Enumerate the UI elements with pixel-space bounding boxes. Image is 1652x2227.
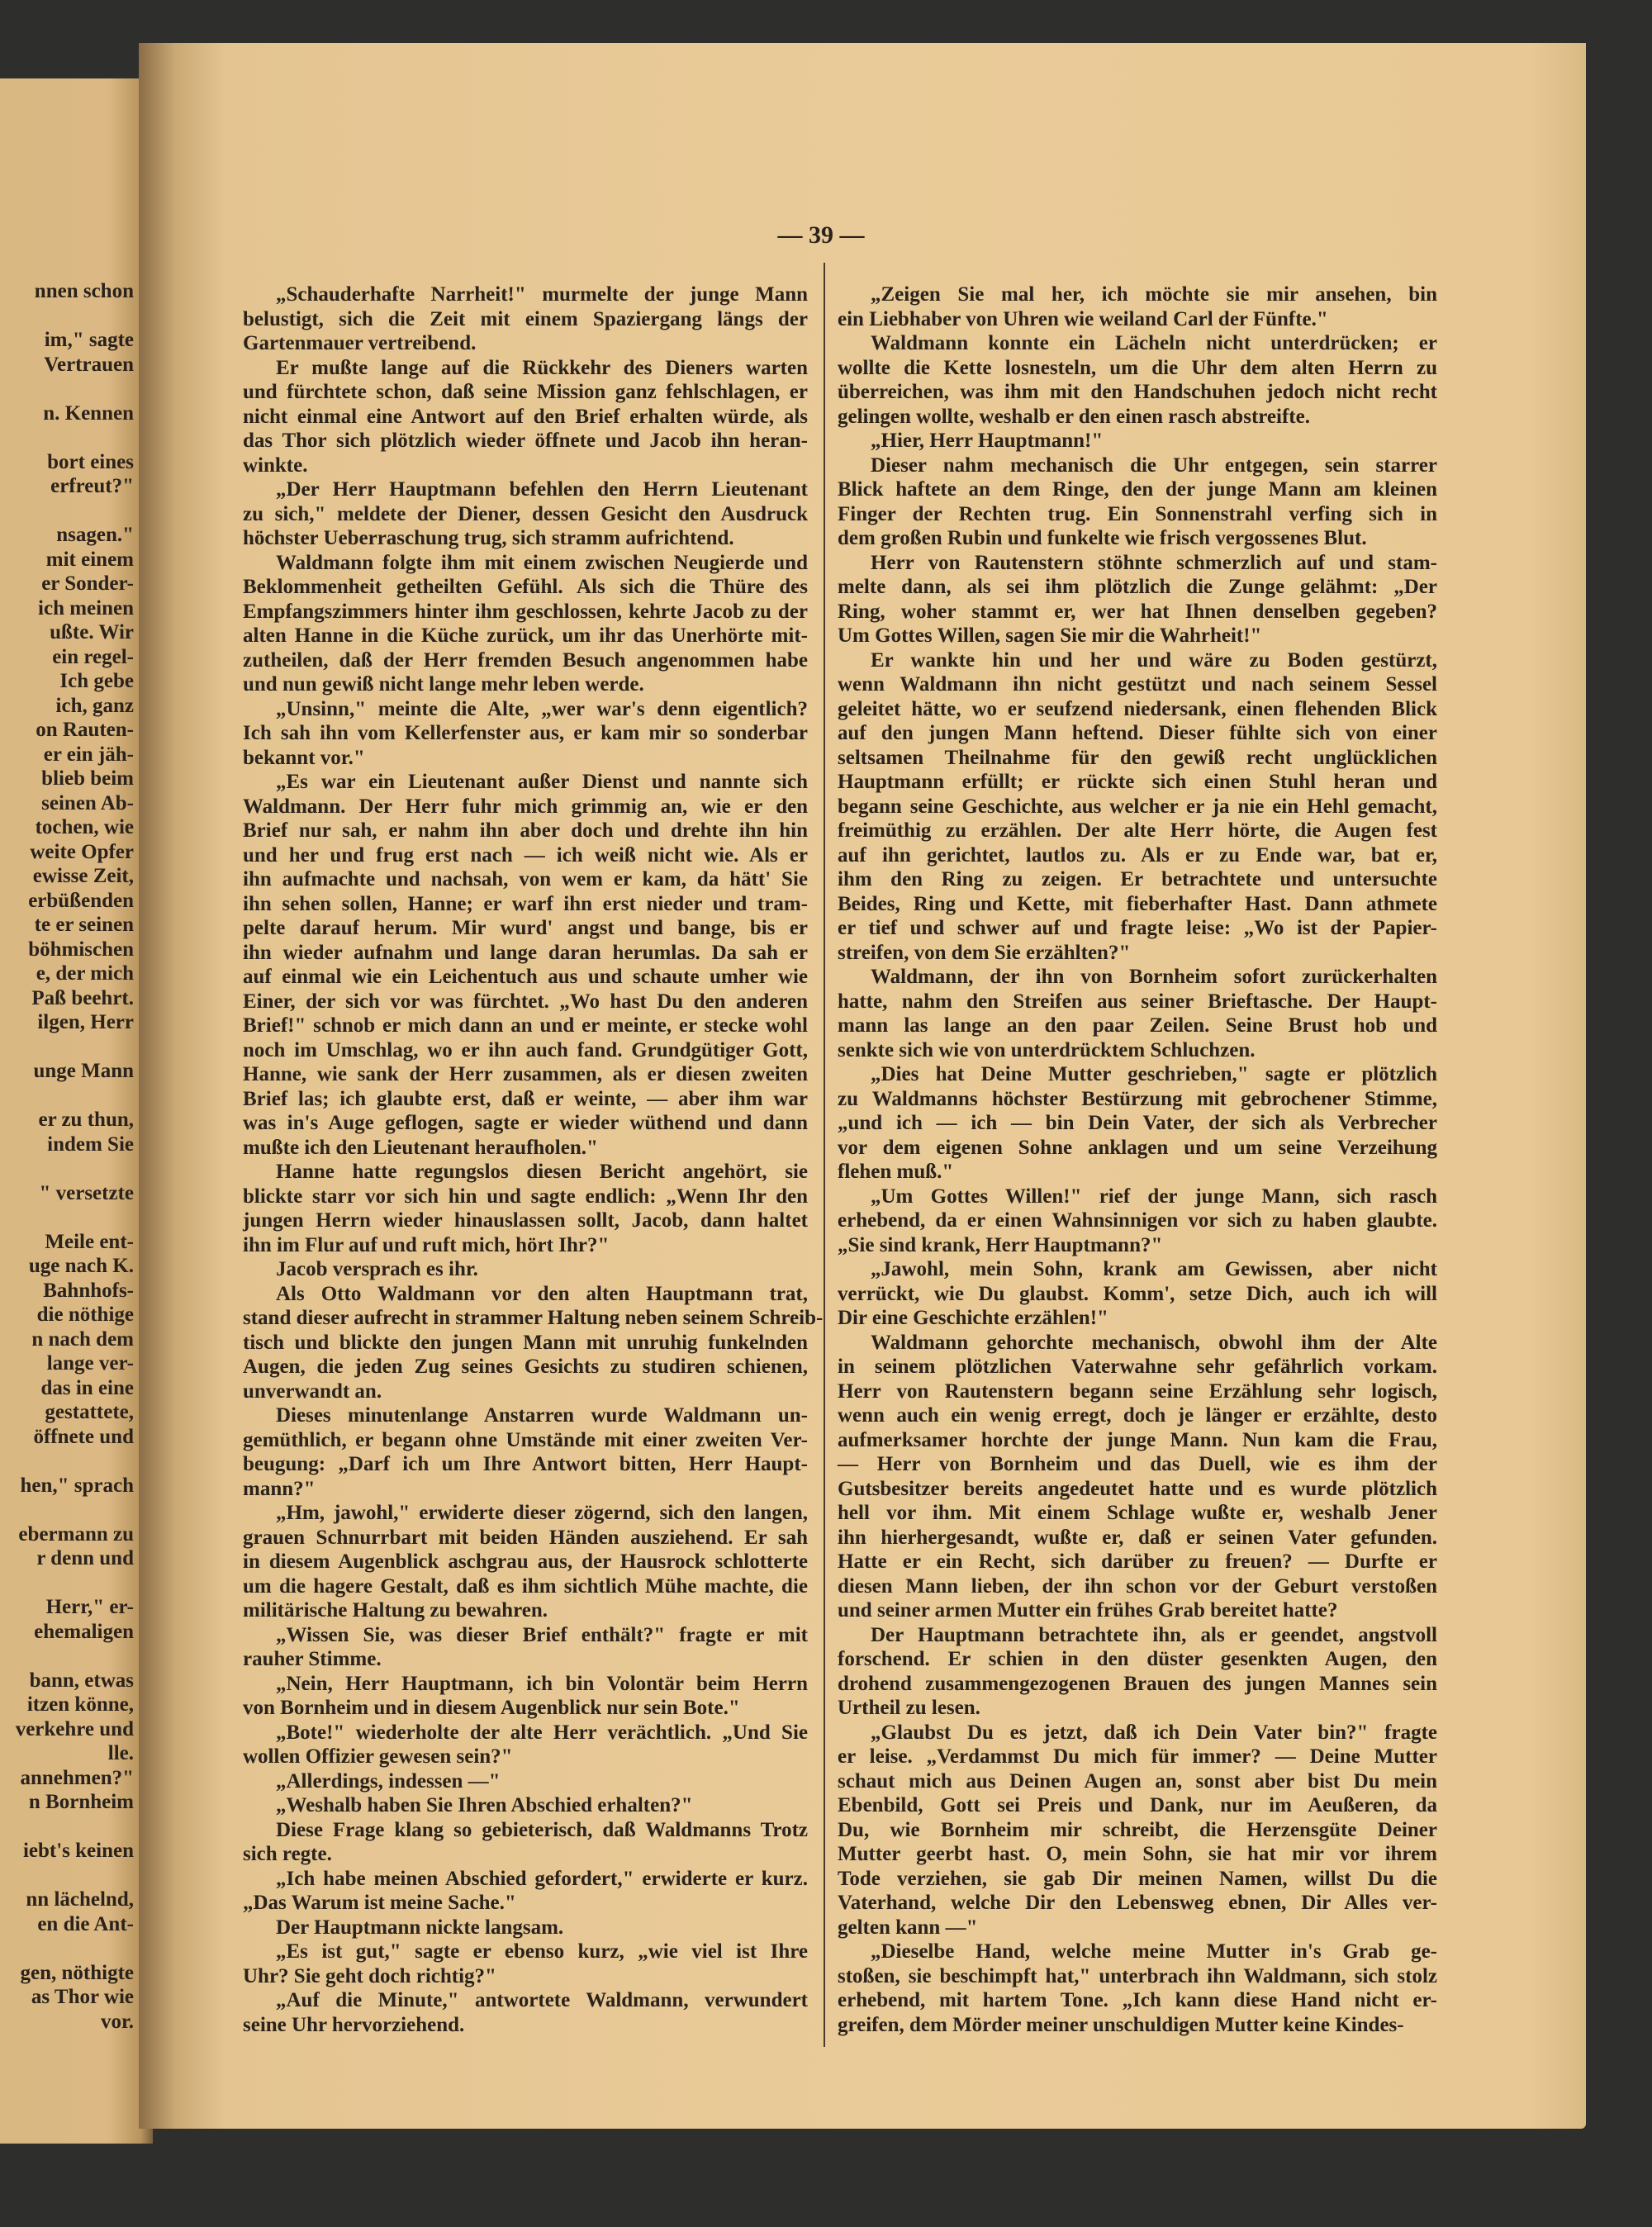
text-line: er tief und schwer auf und fragte leise: „Wo ist der Papier- xyxy=(838,917,1437,939)
fragment-line: annehmen?" xyxy=(20,1766,134,1789)
text-line: — Herr von Bornheim und das Duell, wie es ihm der xyxy=(838,1453,1437,1475)
text-line: „Unsinn," meinte die Alte, „wer war's denn eigentlich? xyxy=(276,697,808,720)
text-line: „Glaubst Du es jetzt, daß ich Dein Vater bin?" fragte xyxy=(871,1721,1437,1744)
fragment-line: erfreut?" xyxy=(50,475,134,497)
text-line: beugung: „Darf ich um Ihre Antwort bitten, Herr Haupt- xyxy=(243,1453,808,1475)
text-line: Gutsbesitzer bereits angedeutet hatte und es wurde plötzlich xyxy=(838,1477,1437,1500)
fragment-line: mit einem xyxy=(45,548,134,571)
fragment-line: die nöthige xyxy=(36,1303,134,1326)
text-line: Brief nur sah, er nahm ihn aber doch und drehte ihn hin xyxy=(243,819,808,842)
text-line: mann?" xyxy=(243,1477,316,1500)
text-line: seine Uhr hervorziehend. xyxy=(243,2013,465,2036)
paragraph xyxy=(838,429,1437,453)
text-line: gemüthlich, er begann ohne Umstände mit einer zweiten Ver- xyxy=(243,1428,808,1451)
text-line: geleitet hätte, wo er seufzend niedersank, einen flehenden Blick xyxy=(838,697,1437,720)
text-line: was in's Auge geflogen, sagte er wieder wüthend und dann xyxy=(243,1112,808,1134)
text-line: militärische Haltung zu bewahren. xyxy=(243,1599,548,1622)
text-line: ihn wieder aufnahm und lange daran herumlas. Da sah er xyxy=(243,941,808,964)
text-line: „Hier, Herr Hauptmann!" xyxy=(871,430,1104,452)
text-line: „Es war ein Lieutenant außer Dienst und nannte sich xyxy=(276,771,808,793)
text-line: und fürchtete schon, daß seine Mission ganz fehlschlagen, er xyxy=(243,381,808,403)
text-line: „Nein, Herr Hauptmann, ich bin Volontär beim Herrn xyxy=(276,1672,808,1695)
text-line: mann las lange an den paar Zeilen. Seine Brust hob und xyxy=(838,1014,1437,1037)
text-line: rauher Stimme. xyxy=(243,1648,382,1670)
text-line: melte dann, als sei ihm plötzlich die Zunge gelähmt: „Der xyxy=(838,576,1437,598)
text-line: Waldmann gehorchte mechanisch, obwohl ihm der Alte xyxy=(871,1331,1437,1354)
paragraph xyxy=(243,283,808,356)
text-line: ihn im Flur auf und ruft mich, hört Ihr?" xyxy=(243,1233,610,1256)
fragment-line: seinen Ab- xyxy=(41,791,134,814)
text-line: Ich sah ihn vom Kellerfenster aus, er kam mir so sonderbar xyxy=(243,722,808,744)
paragraph xyxy=(838,283,1437,331)
fragment-line: itzen könne, xyxy=(26,1693,134,1716)
text-line: dem großen Rubin und funkelte wie frisch vergossenes Blut. xyxy=(838,527,1367,549)
text-line: senkte sich wie von unterdrücktem Schluchzen. xyxy=(838,1038,1256,1061)
fragment-line: ehemaligen xyxy=(34,1620,134,1643)
text-line: grauen Schnurrbart mit beiden Händen ausziehend. Er sah xyxy=(243,1526,808,1549)
paragraph xyxy=(243,1403,808,1501)
text-line: zu Waldmanns höchster Bestürzung mit gebrochener Stimme, xyxy=(838,1087,1437,1110)
text-line: auf den jungen Mann heftend. Dieser fühlte sich von einer xyxy=(838,722,1437,744)
text-line: flehen muß." xyxy=(838,1161,954,1183)
fragment-line: nnen schon xyxy=(34,280,134,302)
text-line: noch im Umschlag, wo er ihn auch fand. Grundgütiger Gott, xyxy=(243,1038,808,1061)
fragment-line: iebt's keinen xyxy=(22,1840,134,1862)
text-line: „und ich — ich — bin Dein Vater, der sich als Verbrecher xyxy=(838,1112,1437,1134)
fragment-line: " versetzte xyxy=(39,1181,134,1204)
fragment-line: e, der mich xyxy=(36,962,134,985)
text-line: Herr von Rautenstern begann seine Erzählung sehr logisch, xyxy=(838,1379,1437,1403)
paragraph xyxy=(243,1940,808,1988)
text-line: Mutter geerbt hast. O, mein Sohn, sie hat mir vor ihrem xyxy=(838,1843,1437,1865)
paragraph xyxy=(243,1916,808,1940)
text-line: auf ihn gerichtet, lautlos zu. Als er zu Ende war, bat er, xyxy=(838,843,1437,867)
text-line: von Bornheim und in diesem Augenblick nur sein Bote." xyxy=(243,1697,740,1719)
text-line: ihn sehen sollen, Hanne; er warf ihn erst nieder und tram- xyxy=(243,892,808,915)
text-line: „Ich habe meinen Abschied gefordert," erwiderte er kurz. xyxy=(276,1867,808,1890)
text-line: auf einmal wie ein Leichentuch aus und schaute umher wie xyxy=(243,966,808,988)
fragment-line: te er seinen xyxy=(34,914,134,936)
fragment-line: ebermann zu xyxy=(18,1522,134,1546)
text-line: „Weshalb haben Sie Ihren Abschied erhalten?" xyxy=(276,1794,693,1816)
text-line: „Zeigen Sie mal her, ich möchte sie mir ansehen, bin xyxy=(871,283,1437,306)
fragment-line: on Rauten- xyxy=(36,719,134,741)
text-line: pelte darauf herum. Mir wurd' angst und bange, bis er xyxy=(243,917,808,939)
text-line: Einer, der sich vor was fürchtet. „Wo hast Du den anderen xyxy=(243,990,808,1013)
fragment-line: n Bornheim xyxy=(28,1791,134,1813)
text-line: winkte. xyxy=(243,453,308,477)
text-line: ihm den Ring zu zeigen. Er betrachtete und untersuchte xyxy=(838,868,1437,890)
text-line: „Dieselbe Hand, welche meine Mutter in's Grab ge- xyxy=(871,1940,1437,1963)
left-text-column xyxy=(243,283,824,2037)
text-line: Waldmann, der ihn von Bornheim sofort zurückerhalten xyxy=(871,966,1437,988)
fragment-line: Paß beehrt. xyxy=(31,986,134,1009)
text-line: Hanne hatte regungslos diesen Bericht angehört, sie xyxy=(276,1161,808,1183)
text-line: und seiner armen Mutter ein frühes Grab bereitet hatte? xyxy=(838,1599,1338,1622)
fragment-line: lle. xyxy=(107,1742,134,1764)
text-line: aufmerksamer horchte der junge Mann. Nun kam die Frau, xyxy=(838,1428,1437,1451)
paragraph xyxy=(838,648,1437,966)
fragment-line: ich meinen xyxy=(38,596,134,620)
paragraph xyxy=(838,1185,1437,1258)
text-line: hatte, nahm den Streifen aus seiner Brieftasche. Der Haupt- xyxy=(838,990,1437,1013)
text-line: ihn aufmachte und nachsah, von wem er kam, da hätt' Sie xyxy=(243,868,808,890)
fragment-line: unge Mann xyxy=(33,1060,134,1082)
text-line: in diesem Augenblick aschgrau aus, der Hausrock schlotterte xyxy=(243,1550,808,1573)
text-line: „Es ist gut," sagte er ebenso kurz, „wie viel ist Ihre xyxy=(276,1940,808,1963)
text-line: „Das Warum ist meine Sache." xyxy=(243,1892,516,1914)
text-line: „Hm, jawohl," erwiderte dieser zögernd, sich den langen, xyxy=(276,1502,808,1524)
fragment-line: ich, ganz xyxy=(55,694,134,717)
text-line: „Auf die Minute," antwortete Waldmann, verwundert xyxy=(276,1989,808,2011)
text-line: Dieses minutenlange Anstarren wurde Waldmann un- xyxy=(276,1404,808,1427)
text-line: Waldmann konnte ein Lächeln nicht unterdrücken; er xyxy=(871,332,1437,354)
text-line: Urtheil zu lesen. xyxy=(838,1697,980,1719)
text-line: Als Otto Waldmann vor den alten Hauptmann trat, xyxy=(276,1282,808,1305)
fragment-line: gestattete, xyxy=(45,1401,134,1423)
paragraph xyxy=(838,1331,1437,1623)
text-line: erhebend, da er einen Wahnsinnigen vor sich zu haben glaubte. xyxy=(838,1209,1437,1232)
paragraph xyxy=(243,1988,808,2037)
text-line: Ebenbild, Gott sei Preis und Dank, nur im Aeußeren, da xyxy=(838,1794,1437,1816)
text-line: „Um Gottes Willen!" rief der junge Mann, sich rasch xyxy=(871,1185,1437,1208)
text-line: Waldmann folgte ihm mit einem zwischen Neugierde und xyxy=(276,551,808,574)
paragraph xyxy=(838,453,1437,551)
text-line: zutheilen, daß der Herr fremden Besuch angenommen habe xyxy=(243,648,808,672)
paragraph xyxy=(243,770,808,1160)
text-line: Hatte er ein Recht, sich darüber zu freuen? — Durfte er xyxy=(838,1550,1437,1573)
fragment-line: n nach dem xyxy=(31,1327,134,1351)
paragraph xyxy=(243,477,808,551)
text-line: Hanne, wie sank der Herr zusammen, als er diesen zweiten xyxy=(243,1063,808,1085)
fragment-line: uge nach K. xyxy=(28,1255,134,1277)
text-line: Ring, woher stammt er, wer hat Ihnen denselben gegeben? xyxy=(838,600,1437,623)
paragraph xyxy=(838,1721,1437,1940)
text-line: verrückt, wie Du glaubst. Komm', setze Dich, auch ich will xyxy=(838,1282,1437,1305)
fragment-line: erbüßenden xyxy=(28,889,134,912)
text-line: bekannt vor." xyxy=(243,746,365,769)
text-line: Blick haftete an dem Ringe, den der junge Mann am kleinen xyxy=(838,478,1437,501)
fragment-line: Bahnhofs- xyxy=(43,1279,134,1302)
text-line: er leise. „Verdammst Du mich für immer? — Deine Mutter xyxy=(838,1745,1437,1768)
text-line: alten Hanne in die Küche zurück, um ihr das Unerhörte mit- xyxy=(243,624,808,647)
paragraph xyxy=(243,1623,808,1672)
fragment-line: indem Sie xyxy=(47,1132,134,1156)
text-line: forschend. Er schien in den düster gesenkten Augen, den xyxy=(838,1648,1437,1670)
text-line: diesen Mann lieben, der ihn schon vor der Geburt verstoßen xyxy=(838,1574,1437,1598)
paragraph xyxy=(243,356,808,478)
fragment-line: blieb beim xyxy=(41,767,134,790)
fragment-line: bann, etwas xyxy=(29,1669,134,1692)
text-line: hell vor ihm. Mit einem Schlage wußte er, weshalb Jener xyxy=(838,1502,1437,1524)
fragment-line: ewisse Zeit, xyxy=(32,865,134,887)
paragraph xyxy=(243,1257,808,1282)
fragment-line: tochen, wie xyxy=(35,816,134,838)
text-line: Tode verziehen, sie gab Dir meinen Namen, willst Du die xyxy=(838,1867,1437,1890)
paragraph xyxy=(243,1160,808,1257)
fragment-line: verkehre und xyxy=(15,1717,134,1740)
fragment-line: er zu thun, xyxy=(38,1109,134,1131)
text-line: höchster Ueberraschung trug, sich stramm aufrichtend. xyxy=(243,527,734,549)
text-line: mußte ich den Lieutenant heraufholen." xyxy=(243,1136,598,1159)
text-line: seltsamen Theilnahme für den gewiß recht unglücklichen xyxy=(838,746,1437,769)
right-text-column xyxy=(838,283,1437,2037)
text-line: freimüthig zu erzählen. Der alte Herr hörte, die Augen fest xyxy=(838,819,1437,842)
fragment-line: Ich gebe xyxy=(59,670,134,692)
paragraph xyxy=(243,1721,808,1769)
text-line: Dir eine Geschichte erzählen!" xyxy=(838,1307,1108,1329)
fragment-line: im," sagte xyxy=(44,329,134,351)
text-line: schaut mich aus Deinen Augen an, sonst aber bist Du mein xyxy=(838,1769,1437,1793)
paragraph xyxy=(243,1282,824,1404)
text-line: vor dem eigenen Sohne anklagen und um seine Verzeihung xyxy=(838,1136,1437,1159)
text-line: Finger der Rechten trug. Ein Sonnenstrahl verfing sich in xyxy=(838,502,1437,525)
text-line: „Sie sind krank, Herr Hauptmann?" xyxy=(838,1233,1163,1256)
paragraph xyxy=(243,1818,808,1867)
paragraph xyxy=(243,1769,808,1794)
text-line: Er wankte hin und her und wäre zu Boden gestürzt, xyxy=(871,648,1437,672)
column-divider xyxy=(824,263,825,2047)
fragment-line: vor. xyxy=(100,2010,134,2033)
paragraph xyxy=(838,1257,1437,1331)
fragment-line: Meile ent- xyxy=(45,1230,134,1253)
fragment-line: ilgen, Herr xyxy=(37,1011,134,1033)
text-line: um die hagere Gestalt, daß es ihm sichtlich Mühe machte, die xyxy=(243,1574,808,1598)
text-line: belustigt, sich die Zeit mit einem Spaziergang längs der xyxy=(243,307,808,330)
text-line: und nun gewiß nicht lange mehr leben werde. xyxy=(243,673,644,696)
fragment-line: er Sonder- xyxy=(41,572,134,595)
paragraph xyxy=(243,551,808,697)
text-line: „Allerdings, indessen —" xyxy=(276,1769,501,1793)
text-line: „Bote!" wiederholte der alte Herr verächtlich. „Und Sie xyxy=(276,1721,808,1744)
text-line: sich regte. xyxy=(243,1843,332,1865)
text-line: und her und frug erst nach — ich weiß nicht wie. Als er xyxy=(243,843,808,867)
paragraph xyxy=(243,1672,808,1721)
text-line: begann seine Geschichte, aus welcher er ja nie ein Hehl gemacht, xyxy=(838,795,1437,818)
paragraph xyxy=(243,1793,808,1818)
fragment-line: böhmischen xyxy=(28,938,134,961)
paragraph xyxy=(243,1501,808,1623)
fragment-line: hen," sprach xyxy=(20,1474,134,1497)
text-line: Beides, Ring und Kette, mit fieberhafter Hast. Dann athmete xyxy=(838,892,1437,915)
text-line: gelingen wollte, weshalb er den einen rasch abstreifte. xyxy=(838,405,1310,428)
text-line: jungen Herrn wieder hinauslassen sollt, Jacob, dann haltet xyxy=(243,1209,808,1232)
paragraph xyxy=(838,965,1437,1062)
text-line: Hauptmann erfüllt; er rückte sich einen Stuhl heran und xyxy=(838,771,1437,793)
fragment-line: lange ver- xyxy=(46,1352,134,1375)
text-line: Du, wie Bornheim mir schreibt, die Herzensgüte Deiner xyxy=(838,1818,1437,1841)
text-line: „Schauderhafte Narrheit!" murmelte der junge Mann xyxy=(276,283,808,306)
text-line: drohend zusammengezogenen Brauen des jungen Mannes sein xyxy=(838,1672,1437,1695)
text-line: erhebend, mit hartem Tone. „Ich kann diese Hand nicht er- xyxy=(838,1989,1437,2011)
text-line: tisch und blickte den jungen Mann mit unruhig funkelnden xyxy=(243,1331,808,1354)
text-line: Herr von Rautenstern stöhnte schmerzlich auf und stam- xyxy=(871,551,1437,574)
text-line: wollen Offizier gewesen sein?" xyxy=(243,1745,513,1768)
fragment-line: nsagen." xyxy=(56,524,134,546)
fragment-line: n. Kennen xyxy=(43,401,134,425)
paragraph xyxy=(838,1623,1437,1721)
page-number: — 39 — xyxy=(777,221,865,249)
paragraph xyxy=(838,1940,1437,2037)
fragment-line: ein regel- xyxy=(52,645,134,668)
text-line: Beklommenheit getheilten Gefühl. Als sich die Thüre des xyxy=(243,576,808,598)
text-line: ihn hierhergesandt, wußte er, daß er seinen Vater gefunden. xyxy=(838,1526,1437,1549)
text-line: unverwandt an. xyxy=(243,1379,382,1403)
text-line: „Wissen Sie, was dieser Brief enthält?" fragte er mit xyxy=(276,1623,808,1646)
fragment-line: as Thor wie xyxy=(31,1986,134,2008)
fragment-line: er ein jäh- xyxy=(43,743,134,766)
text-line: überreichen, was ihm mit den Handschuhen jedoch nicht recht xyxy=(838,381,1437,403)
text-line: „Dies hat Deine Mutter geschrieben," sagte er plötzlich xyxy=(871,1063,1437,1085)
text-line: Vaterhand, welche Dir den Lebensweg ebnen, Dir Alles ver- xyxy=(838,1892,1437,1914)
fragment-line: nn lächelnd, xyxy=(26,1888,134,1911)
fragment-line: Herr," er- xyxy=(45,1596,134,1618)
text-line: Der Hauptmann nickte langsam. xyxy=(276,1916,564,1939)
text-line: Augen, die jeden Zug seines Gesichts zu studiren schienen, xyxy=(243,1356,808,1378)
text-line: „Jawohl, mein Sohn, krank am Gewissen, aber nicht xyxy=(871,1258,1437,1280)
text-line: das Thor sich plötzlich wieder öffnete und Jacob ihn heran- xyxy=(243,430,808,452)
fragment-line: ußte. Wir xyxy=(50,621,134,643)
text-line: Brief!" schnob er mich dann an und er meinte, er stecke wohl xyxy=(243,1014,808,1037)
text-line: zu sich," meldete der Diener, dessen Gesicht den Ausdruck xyxy=(243,502,808,525)
fragment-line: das in eine xyxy=(40,1376,134,1399)
text-line: ein Liebhaber von Uhren wie weiland Carl der Fünfte." xyxy=(838,307,1328,330)
fragment-line: en die Ant- xyxy=(37,1912,134,1935)
text-line: Waldmann. Der Herr fuhr mich grimmig an, wie er den xyxy=(243,795,808,818)
text-line: blickte starr vor sich hin und sagte endlich: „Wenn Ihr den xyxy=(243,1185,808,1208)
text-line: streifen, von dem Sie erzählten?" xyxy=(838,941,1131,964)
text-line: Der Hauptmann betrachtete ihn, als er geendet, angstvoll xyxy=(871,1623,1437,1646)
paragraph xyxy=(838,331,1437,429)
paragraph xyxy=(243,697,808,771)
fragment-line: r denn und xyxy=(36,1547,134,1569)
fragment-line: Vertrauen xyxy=(44,353,134,376)
text-line: Diese Frage klang so gebieterisch, daß Waldmanns Trotz xyxy=(276,1818,808,1841)
text-line: Brief las; ich glaubte erst, daß er weinte, — aber ihm war xyxy=(243,1087,808,1110)
fragment-line: öffnete und xyxy=(33,1425,134,1448)
text-line: Um Gottes Willen, sagen Sie mir die Wahrheit!" xyxy=(838,624,1262,647)
text-line: Empfangszimmers hinter ihm geschlossen, kehrte Jacob zu der xyxy=(243,600,808,623)
text-line: Dieser nahm mechanisch die Uhr entgegen, sein starrer xyxy=(871,453,1437,477)
text-line: stand dieser aufrecht in strammer Haltung neben seinem Schreib- xyxy=(243,1307,824,1329)
paragraph xyxy=(838,1062,1437,1185)
fragment-line: gen, nöthigte xyxy=(20,1961,134,1984)
text-line: Jacob versprach es ihr. xyxy=(276,1258,478,1280)
text-line: Gartenmauer vertreibend. xyxy=(243,332,477,354)
text-line: wollte die Kette losnesteln, um die Uhr dem alten Herrn zu xyxy=(838,356,1437,379)
text-line: wenn Waldmann ihn nicht gestützt und nach seinem Sessel xyxy=(838,673,1437,696)
fragment-line: weite Opfer xyxy=(30,840,134,863)
text-line: wenn auch ein wenig erregt, doch je länger er erzählte, desto xyxy=(838,1404,1437,1427)
text-line: stoßen, sie beschimpft hat," unterbrach ihn Waldmann, sich stolz xyxy=(838,1964,1437,1987)
paragraph xyxy=(838,551,1437,648)
text-line: „Der Herr Hauptmann befehlen den Herrn Lieutenant xyxy=(276,478,808,501)
text-line: nicht einmal eine Antwort auf den Brief erhalten würde, als xyxy=(243,405,808,428)
fragment-line: bort eines xyxy=(47,450,134,473)
text-line: in seinem plötzlichen Vaterwahne sehr gefährlich vorkam. xyxy=(838,1356,1437,1378)
paragraph xyxy=(243,1867,808,1916)
text-line: greifen, dem Mörder meiner unschuldigen Mutter keine Kindes- xyxy=(838,2013,1404,2036)
text-line: gelten kann —" xyxy=(838,1916,978,1939)
text-line: Uhr? Sie geht doch richtig?" xyxy=(243,1964,496,1987)
text-line: Er mußte lange auf die Rückkehr des Dieners warten xyxy=(276,356,808,379)
